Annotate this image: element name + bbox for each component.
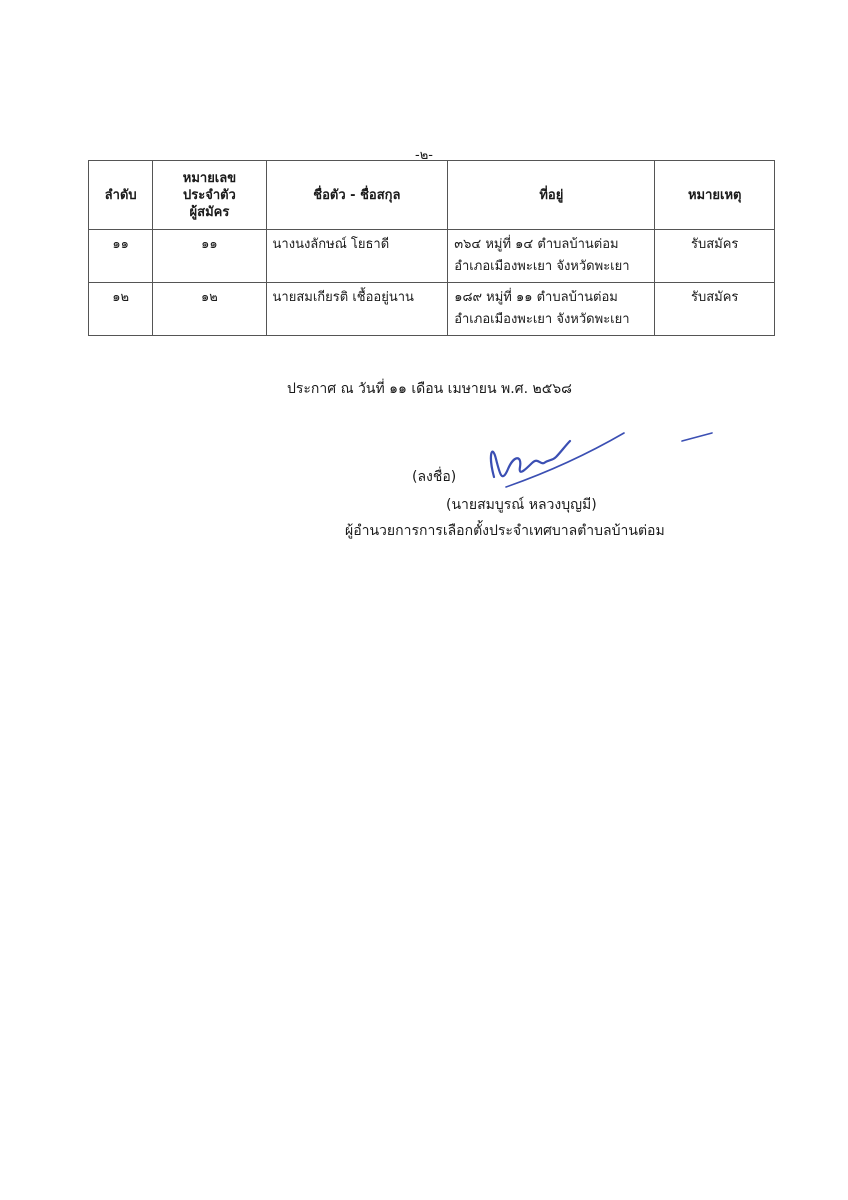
header-id-line2: ประจำตัว	[182, 187, 236, 203]
table-row	[89, 230, 775, 283]
candidate-table	[88, 160, 775, 336]
row-order: ๑๒	[89, 283, 153, 336]
sign-label: (ลงชื่อ)	[412, 469, 457, 485]
header-id-line1: หมายเลข	[182, 170, 237, 186]
header-candidate-id	[153, 161, 266, 230]
signer-name: (นายสมบูรณ์ หลวงบุญมี)	[446, 497, 597, 513]
header-note: หมายเหตุ	[655, 161, 775, 230]
row-order: ๑๑	[89, 230, 153, 283]
row-candidate-id: ๑๑	[153, 230, 266, 283]
row-candidate-id: ๑๒	[153, 283, 266, 336]
table-row	[89, 283, 775, 336]
row-note: รับสมัคร	[655, 230, 775, 283]
signer-title: ผู้อำนวยการการเลือกตั้งประจำเทศบาลตำบลบ้านต่อม	[345, 523, 665, 539]
row-address-line1: ๑๘๙ หมู่ที่ ๑๑ ตำบลบ้านต่อม	[454, 290, 618, 305]
header-id-line3: ผู้สมัคร	[189, 204, 230, 220]
header-order: ลำดับ	[89, 161, 153, 230]
header-address: ที่อยู่	[448, 161, 655, 230]
row-address-line2: อำเภอเมืองพะเยา จังหวัดพะเยา	[454, 259, 630, 274]
handwritten-signature	[486, 425, 716, 495]
page-number: -๒-	[415, 148, 433, 163]
row-name: นางนงลักษณ์ โยธาดี	[266, 230, 448, 283]
row-note: รับสมัคร	[655, 283, 775, 336]
row-name: นายสมเกียรติ เชื้ออยู่นาน	[266, 283, 448, 336]
announcement-date: ประกาศ ณ วันที่ ๑๑ เดือน เมษายน พ.ศ. ๒๕๖๘	[287, 381, 572, 397]
header-name: ชื่อตัว - ชื่อสกุล	[266, 161, 448, 230]
table-header-row	[89, 161, 775, 230]
row-address	[448, 283, 655, 336]
row-address	[448, 230, 655, 283]
row-address-line1: ๓๖๔ หมู่ที่ ๑๔ ตำบลบ้านต่อม	[454, 237, 619, 252]
row-address-line2: อำเภอเมืองพะเยา จังหวัดพะเยา	[454, 312, 630, 327]
